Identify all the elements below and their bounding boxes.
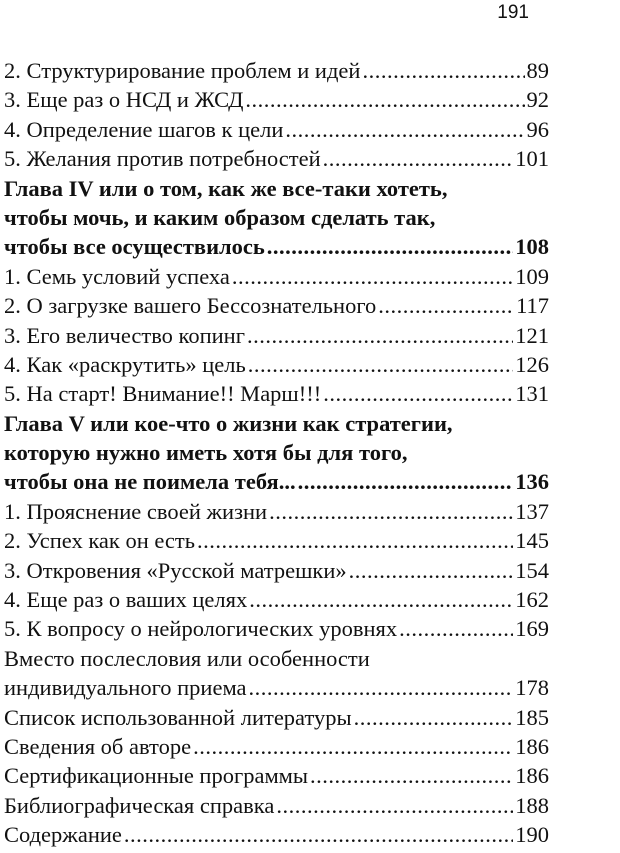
toc-entry [4,526,549,555]
page-number: 191 [497,2,529,23]
toc-entry-title: Содержание [4,822,122,848]
dot-leader [249,673,514,702]
toc-entry [4,761,549,790]
toc-entry-page: 136 [515,469,549,495]
dot-leader [354,703,514,732]
toc-entry-page: 178 [515,675,549,701]
toc-entry [4,497,549,526]
toc-entry-page: 185 [515,704,549,730]
toc-entry [4,262,549,291]
dot-leader [276,791,513,820]
toc-entry [4,379,549,408]
toc-entry-title: 5. К вопросу о нейрологических уровнях [4,616,398,642]
dot-leader [399,614,513,643]
toc-entry-title: 5. Желания против потребностей [4,146,321,172]
dot-leader [298,467,514,496]
toc-entry-title: которую нужно иметь хотя бы для того, [4,440,408,466]
dot-leader [349,556,514,585]
toc-entry-page: 137 [515,498,549,524]
dot-leader [267,232,513,261]
toc-entry-page: 96 [526,116,549,142]
toc-entry-title: 1. Прояснение своей жизни [4,498,268,524]
toc-entry-title: чтобы она не поимела тебя... [4,469,296,495]
dot-leader [193,732,513,761]
toc-entry [4,85,549,114]
toc-entry [4,438,549,467]
toc-entry [4,820,549,849]
toc-entry-title: 5. На старт! Внимание!! Марш!!! [4,381,322,407]
toc-entry-title: 3. Еще раз о НСД и ЖСД [4,87,244,113]
dot-leader [245,85,524,114]
toc-entry [4,673,549,702]
toc-entry-page: 162 [515,587,549,613]
toc-entry-title: 4. Определение шагов к цели [4,116,284,142]
toc-entry-title: Глава V или кое-что о жизни как стратегии, [4,410,453,436]
toc-entry [4,115,549,144]
toc-entry [4,409,549,438]
toc-entry-page: 131 [515,381,549,407]
dot-leader [248,350,514,379]
dot-leader [323,379,513,408]
toc-entry-page: 154 [515,557,549,583]
toc-entry [4,791,549,820]
dot-leader [310,761,513,790]
dot-leader [362,56,524,85]
toc-entry-title: 1. Семь условий успеха [4,263,230,289]
toc-entry [4,350,549,379]
toc-entry [4,703,549,732]
toc-entry [4,467,549,496]
toc-entry [4,321,549,350]
toc-entry-page: 108 [515,234,549,260]
toc-entry [4,585,549,614]
toc-entry [4,614,549,643]
toc-entry [4,174,549,203]
toc-entry-page: 188 [515,792,549,818]
dot-leader [197,526,513,555]
toc-entry [4,144,549,173]
toc-entry-title: Список использованной литературы [4,704,352,730]
dot-leader [378,291,514,320]
dot-leader [323,144,514,173]
toc-entry [4,203,549,232]
toc-entry-page: 186 [515,763,549,789]
toc-entry-page: 169 [515,616,549,642]
toc-entry [4,732,549,761]
toc-entry-page: 190 [515,822,549,848]
toc-entry [4,644,549,673]
toc-entry-title: 2. Успех как он есть [4,528,195,554]
toc-entry-page: 145 [515,528,549,554]
toc-entry-title: Сертификационные программы [4,763,309,789]
toc-entry-title: чтобы все осуществилось [4,234,265,260]
toc-entry-title: 4. Как «раскрутить» цель [4,351,246,377]
toc-entry-page: 109 [515,263,549,289]
toc-entry-title: Сведения об авторе [4,733,192,759]
toc-entry [4,556,549,585]
toc-entry-title: Вместо послесловия или особенности [4,645,370,671]
toc-entry-page: 117 [516,293,549,319]
toc-entry-title: индивидуального приема [4,675,247,701]
toc-entry-page: 92 [526,87,549,113]
toc-entry [4,291,549,320]
toc-entry [4,232,549,261]
dot-leader [124,820,513,849]
toc-entry-title: 4. Еще раз о ваших целях [4,587,248,613]
toc-entry-title: Библиографическая справка [4,792,275,818]
toc-entry-page: 121 [515,322,549,348]
toc-entry [4,56,549,85]
dot-leader [269,497,513,526]
toc-entry-title: 3. Откровения «Русской матрешки» [4,557,347,583]
toc-entry-title: чтобы мочь, и каким образом сделать так, [4,204,436,230]
toc-entry-page: 186 [515,733,549,759]
toc-entry-title: 3. Его величество копинг [4,322,245,348]
table-of-contents [4,56,549,850]
toc-entry-title: 2. Структурирование проблем и идей [4,58,361,83]
dot-leader [285,115,524,144]
toc-entry-page: 126 [515,351,549,377]
toc-entry-page: 89 [526,58,549,83]
toc-entry-title: Глава IV или о том, как же все-таки хотеть, [4,175,448,201]
dot-leader [232,262,513,291]
dot-leader [247,321,513,350]
toc-entry-page: 101 [515,146,549,172]
toc-entry-title: 2. О загрузке вашего Бессознательного [4,293,377,319]
dot-leader [249,585,513,614]
